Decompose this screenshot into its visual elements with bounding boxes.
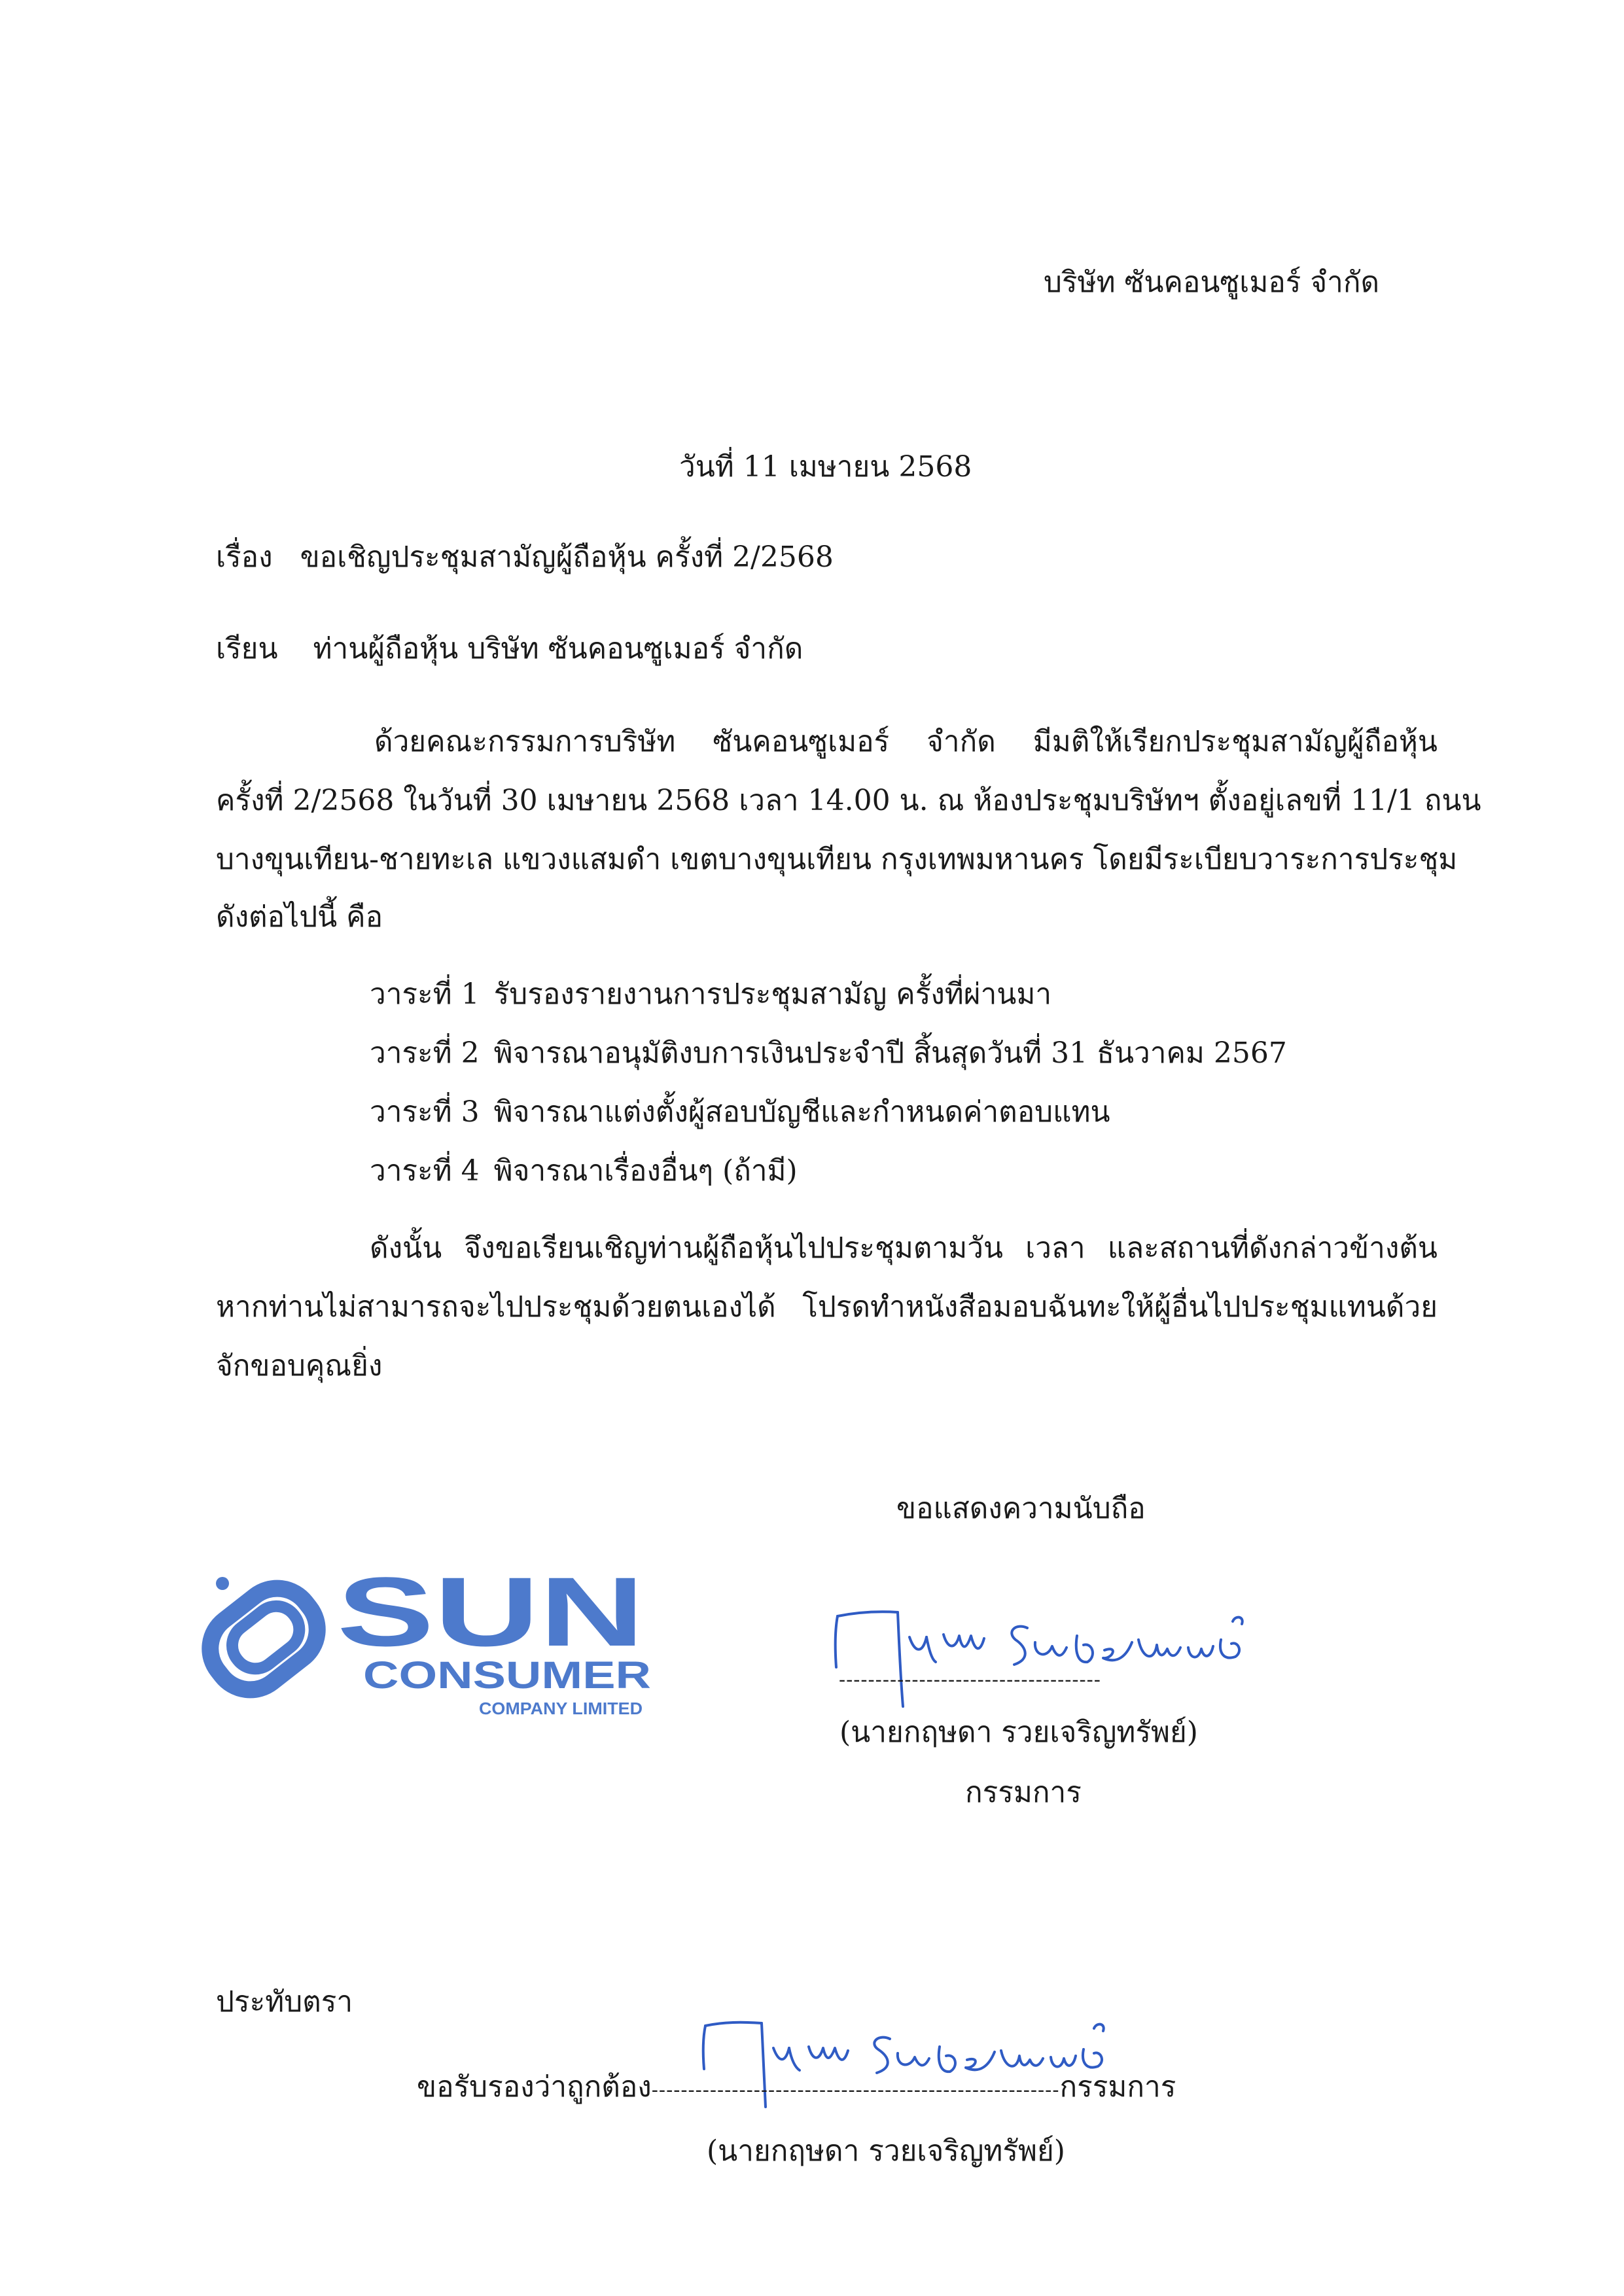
subject-label: เรื่อง: [216, 540, 273, 574]
intro-line-3: บางขุนเทียน-ชายทะเล แขวงแสมดำ เขตบางขุนเทียน กรุงเทพมหานคร โดยมีระเบียบวาระการประชุม: [216, 843, 1458, 876]
closing-line-3: จักขอบคุณยิ่ง: [216, 1349, 383, 1383]
agenda-text: รับรองรายงานการประชุมสามัญ ครั้งที่ผ่านมา: [493, 978, 1052, 1011]
company-stamp-logo: [196, 1554, 654, 1731]
letter-date: วันที่ 11 เมษายน 2568: [679, 450, 972, 484]
subject-line: [216, 538, 834, 577]
stamp-label: ประทับตรา: [216, 1985, 353, 2019]
agenda-item-3: [370, 1093, 1125, 1132]
agenda-label: วาระที่ 1: [370, 978, 480, 1011]
regards-text: ขอแสดงความนับถือ: [896, 1492, 1146, 1525]
agenda-text: พิจารณาอนุมัติงบการเงินประจำปี สิ้นสุดวันที่ 31 ธันวาคม 2567: [493, 1036, 1287, 1070]
signature-dashes: ------------------------------------: [839, 1669, 1101, 1691]
agenda-item-2: [370, 1034, 1301, 1073]
agenda-text: พิจารณาเรื่องอื่นๆ (ถ้ามี): [493, 1154, 798, 1188]
logo-emblem-shape: [196, 1574, 332, 1704]
recipient-line: [216, 629, 803, 669]
signatory-title: กรรมการ: [965, 1776, 1082, 1809]
certify-suffix: กรรมการ: [1059, 2070, 1176, 2104]
recipient-label: เรียน: [216, 632, 278, 665]
certify-dashes: --------------------------------------------------------: [651, 2079, 1060, 2102]
agenda-item-1: [370, 975, 1066, 1014]
certify-prefix: ขอรับรองว่าถูกต้อง: [417, 2070, 652, 2104]
intro-line-2: ครั้งที่ 2/2568 ในวันที่ 30 เมษายน 2568 เวลา 14.00 น. ณ ห้องประชุมบริษัทฯ ตั้งอยู่เลขที่ 11/1 ถนน: [216, 784, 1481, 817]
certify-line: [417, 2068, 1176, 2110]
subject-text: ขอเชิญประชุมสามัญผู้ถือหุ้น ครั้งที่ 2/2568: [300, 540, 834, 574]
logo-text-company-limited: COMPANY LIMITED: [479, 1699, 643, 1718]
signatory-name: (นายกฤษดา รวยเจริญทรัพย์): [839, 1716, 1198, 1749]
agenda-item-4: [370, 1152, 812, 1191]
closing-line-2: หากท่านไม่สามารถจะไปประชุมด้วยตนเองได้ โปรดทำหนังสือมอบฉันทะให้ผู้อื่นไปประชุมแทนด้วย: [216, 1290, 1438, 1324]
intro-line-4: ดังต่อไปนี้ คือ: [216, 900, 383, 934]
company-name-header: บริษัท ซันคอนซูเมอร์ จำกัด: [1044, 266, 1380, 299]
logo-text-sun: SUN: [337, 1557, 644, 1667]
agenda-text: พิจารณาแต่งตั้งผู้สอบบัญชีและกำหนดค่าตอบแทน: [493, 1095, 1110, 1129]
certify-name: (นายกฤษดา รวยเจริญทรัพย์): [707, 2134, 1065, 2168]
agenda-label: วาระที่ 4: [370, 1154, 480, 1188]
agenda-label: วาระที่ 2: [370, 1036, 480, 1070]
agenda-label: วาระที่ 3: [370, 1095, 480, 1129]
recipient-text: ท่านผู้ถือหุ้น บริษัท ซันคอนซูเมอร์ จำกัด: [313, 632, 803, 665]
closing-line-1: ดังนั้น จึงขอเรียนเชิญท่านผู้ถือหุ้นไปประชุมตามวัน เวลา และสถานที่ดังกล่าวข้างต้น: [370, 1231, 1438, 1265]
logo-text-consumer: CONSUMER: [363, 1654, 651, 1697]
logo-emblem-dot: [216, 1577, 229, 1590]
intro-line-1: ด้วยคณะกรรมการบริษัท ซันคอนซูเมอร์ จำกัด มีมติให้เรียกประชุมสามัญผู้ถือหุ้น: [374, 725, 1438, 758]
